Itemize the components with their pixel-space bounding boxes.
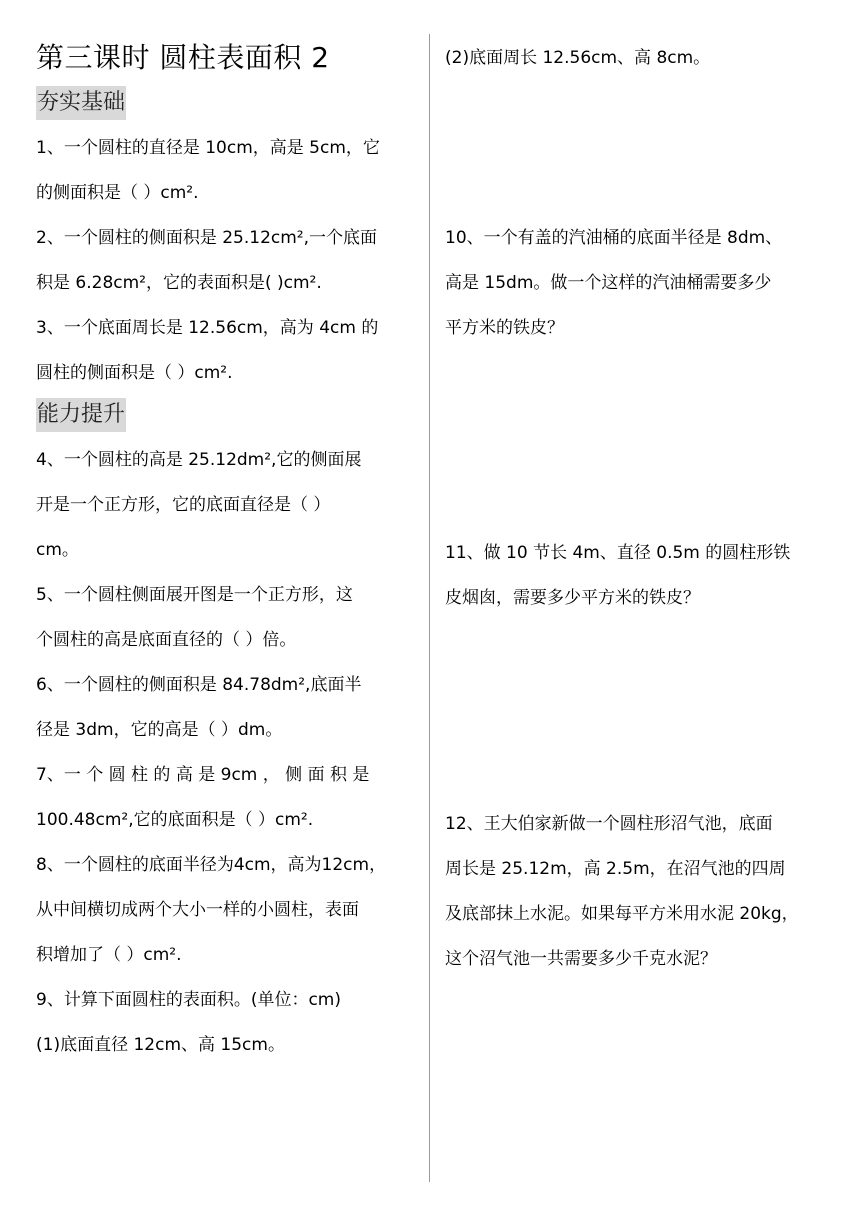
question-8-line-1: 8、一个圆柱的底面半径为4cm，高为12cm， xyxy=(36,855,387,875)
question-5 xyxy=(36,573,418,663)
question-4 xyxy=(36,438,418,573)
question-2-line-1: 2、一个圆柱的侧面积是 25.12cm²,一个底面 xyxy=(36,228,378,248)
question-8-line-2: 从中间横切成两个大小一样的小圆柱，表面 xyxy=(36,900,359,920)
question-11 xyxy=(445,531,840,621)
question-6-line-2: 径是 3dm，它的高是（ ）dm。 xyxy=(36,720,283,740)
question-10 xyxy=(445,216,840,351)
question-7 xyxy=(36,753,418,843)
question-11-line-2: 皮烟囱，需要多少平方米的铁皮？ xyxy=(445,588,700,608)
question-9-part-1: (1)底面直径 12cm、高 15cm。 xyxy=(36,1035,285,1055)
question-6 xyxy=(36,663,418,753)
section-heading-advanced: 能力提升 xyxy=(36,398,126,432)
question-3-line-1: 3、一个底面周长是 12.56cm，高为 4cm 的 xyxy=(36,318,379,338)
question-10-line-1: 10、一个有盖的汽油桶的底面半径是 8dm、 xyxy=(445,228,783,248)
question-6-line-1: 6、一个圆柱的侧面积是 84.78dm²,底面半 xyxy=(36,675,362,695)
question-1-line-1: 1、一个圆柱的直径是 10cm，高是 5cm，它 xyxy=(36,138,380,158)
question-12-line-1: 12、王大伯家新做一个圆柱形沼气池，底面 xyxy=(445,814,773,834)
question-5-line-2: 个圆柱的高是底面直径的（ ）倍。 xyxy=(36,630,297,650)
column-divider xyxy=(429,34,430,1182)
question-12-line-2: 周长是 25.12m，高 2.5m，在沼气池的四周 xyxy=(445,859,786,879)
question-7-line-1: 7、一 个 圆 柱 的 高 是 9cm ， 侧 面 积 是 xyxy=(36,765,370,785)
left-column xyxy=(36,36,418,1068)
question-12 xyxy=(445,802,840,982)
question-3 xyxy=(36,306,418,396)
question-1 xyxy=(36,126,418,216)
question-7-line-2: 100.48cm²,它的底面积是（ ）cm². xyxy=(36,810,314,830)
question-4-line-1: 4、一个圆柱的高是 25.12dm²,它的侧面展 xyxy=(36,450,362,470)
question-9-part-2-line-1: (2)底面周长 12.56cm、高 8cm。 xyxy=(445,48,711,68)
question-9-part-2 xyxy=(445,36,840,81)
page-title: 第三课时 圆柱表面积 2 xyxy=(36,41,330,74)
question-8 xyxy=(36,843,418,978)
question-11-line-1: 11、做 10 节长 4m、直径 0.5m 的圆柱形铁 xyxy=(445,543,791,563)
question-2 xyxy=(36,216,418,306)
question-5-line-1: 5、一个圆柱侧面展开图是一个正方形，这 xyxy=(36,585,353,605)
section-heading-basic: 夯实基础 xyxy=(36,86,126,120)
question-3-line-2: 圆柱的侧面积是（ ）cm². xyxy=(36,363,233,383)
question-10-line-2: 高是 15dm。做一个这样的汽油桶需要多少 xyxy=(445,273,772,293)
question-4-line-2: 开是一个正方形，它的底面直径是（ ） xyxy=(36,495,331,515)
question-1-line-2: 的侧面积是（ ）cm². xyxy=(36,183,199,203)
question-10-line-3: 平方米的铁皮？ xyxy=(445,318,564,338)
question-9 xyxy=(36,978,418,1068)
question-4-line-3: cm。 xyxy=(36,540,79,560)
question-12-line-4: 这个沼气池一共需要多少千克水泥？ xyxy=(445,949,717,969)
question-9-line-1: 9、计算下面圆柱的表面积。(单位：cm) xyxy=(36,990,341,1010)
question-8-line-3: 积增加了（ ）cm². xyxy=(36,945,182,965)
question-2-line-2: 积是 6.28cm²，它的表面积是( )cm². xyxy=(36,273,322,293)
question-12-line-3: 及底部抹上水泥。如果每平方米用水泥 20kg， xyxy=(445,904,799,924)
